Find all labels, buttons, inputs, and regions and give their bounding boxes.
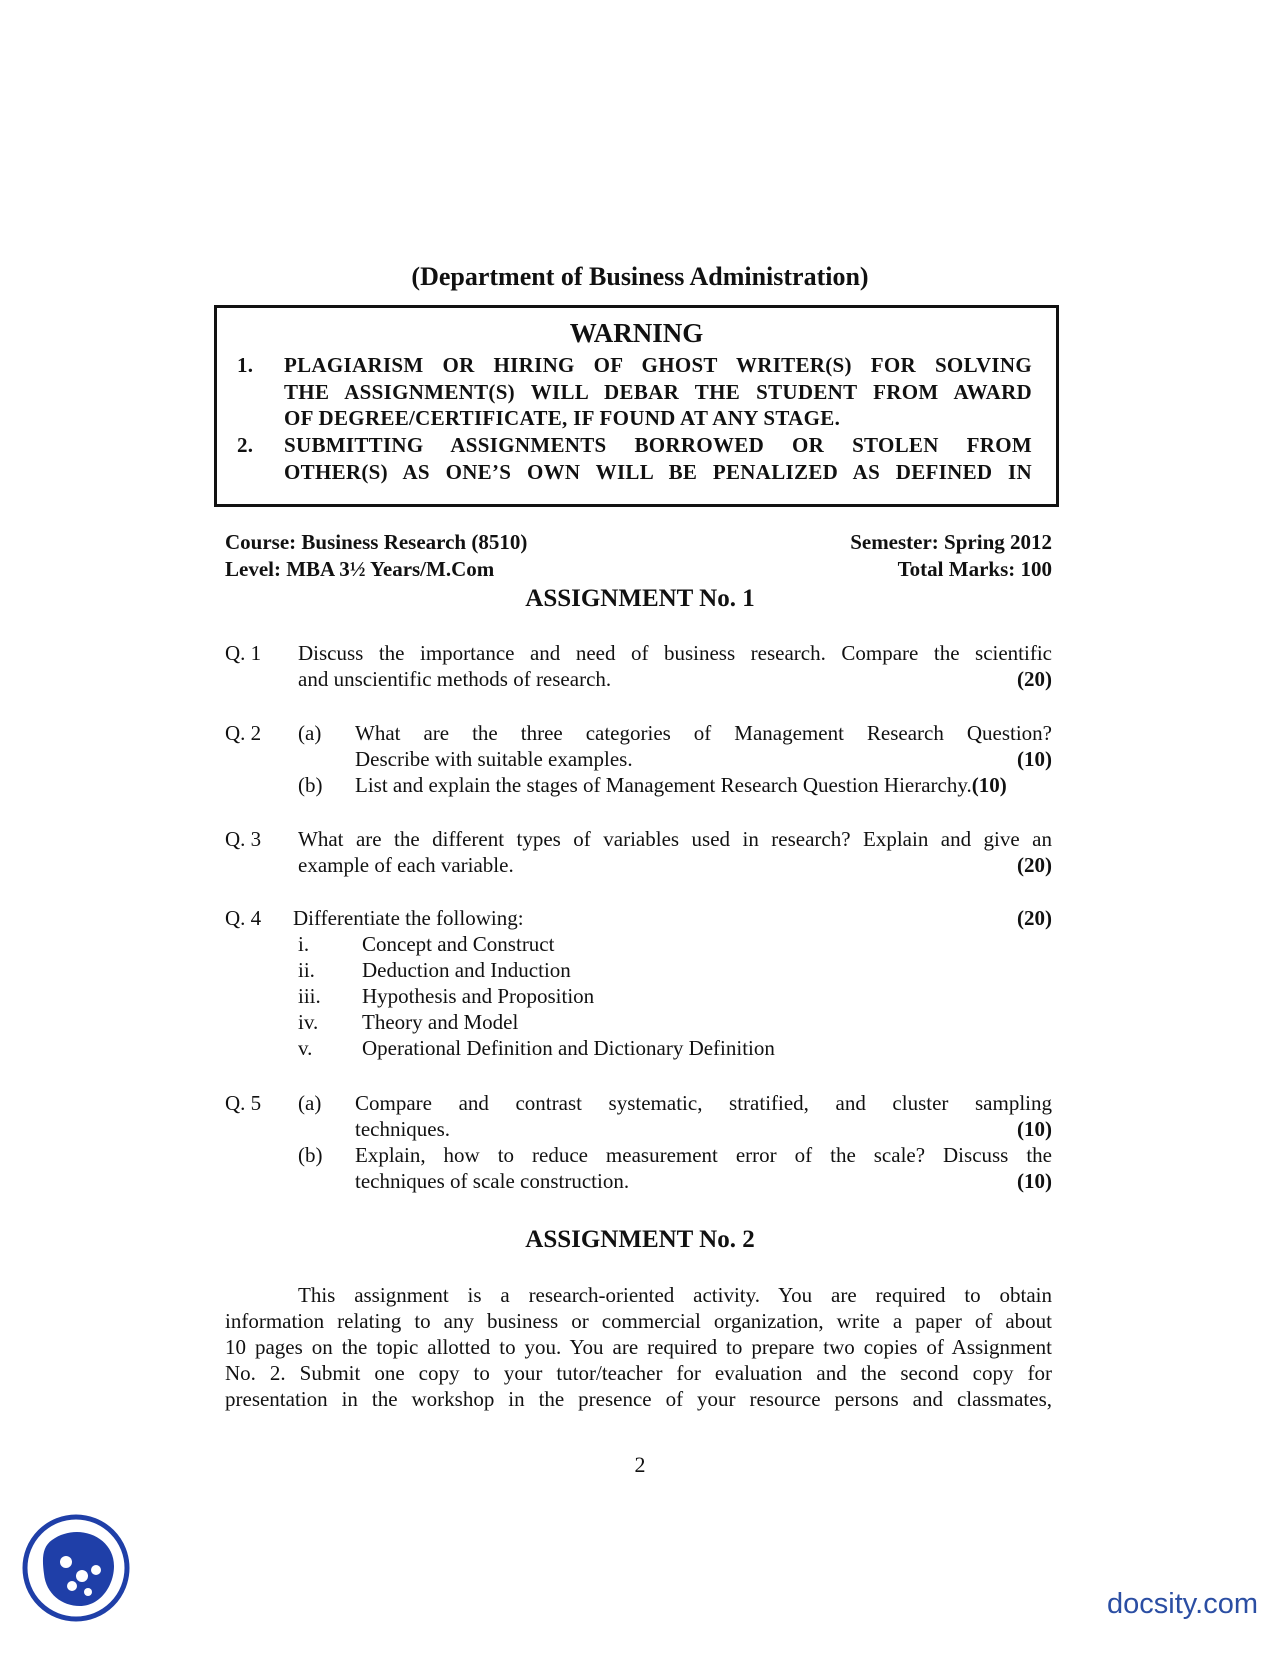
level-label: Level: MBA 3½ Years/M.Com <box>225 557 495 581</box>
paragraph-line: 10 pages on the topic allotted to you. You are required to prepare two copies of Assignment <box>225 1335 1052 1359</box>
paragraph-line: information relating to any business or commercial organization, write a paper of about <box>225 1309 1052 1333</box>
warning-line: OTHER(S) AS ONE’S OWN WILL BE PENALIZED AS DEFINED IN <box>284 459 1032 484</box>
paragraph-line: This assignment is a research-oriented activity. You are required to obtain <box>298 1283 1052 1307</box>
question-5 <box>0 1090 1280 1200</box>
question-number: Q. 1 <box>225 641 262 665</box>
warning-line: PLAGIARISM OR HIRING OF GHOST WRITER(S) FOR SOLVING <box>284 353 1032 377</box>
department-heading: (Department of Business Administration) <box>411 262 869 291</box>
list-item-numeral: iv. <box>298 1010 319 1034</box>
list-item-numeral: i. <box>298 932 310 956</box>
question-2 <box>0 720 1280 800</box>
warning-line: THE ASSIGNMENT(S) WILL DEBAR THE STUDENT FROM AWARD <box>284 379 1032 404</box>
page-number: 2 <box>634 1452 646 1477</box>
question-text-line: List and explain the stages of Management Research Question Hierarchy. <box>355 773 972 797</box>
question-text-line: Discuss the importance and need of business research. Compare the scientific <box>298 641 1052 665</box>
question-marks: (10) <box>1017 747 1052 771</box>
list-item-numeral: v. <box>298 1036 313 1060</box>
warning-line: OF DEGREE/CERTIFICATE, IF FOUND AT ANY STAGE. <box>284 406 841 430</box>
warning-item-number: 2. <box>237 433 254 457</box>
question-4 <box>0 905 1280 1065</box>
total-marks-label: Total Marks: 100 <box>897 557 1052 581</box>
warning-item-number: 1. <box>237 353 254 377</box>
sub-question-label: (b) <box>298 773 323 797</box>
brand-watermark[interactable]: docsity.com <box>1107 1588 1258 1620</box>
question-text-line: Differentiate the following: <box>293 906 524 930</box>
question-1 <box>0 640 1280 694</box>
question-marks: (20) <box>1017 667 1052 691</box>
warning-title: WARNING <box>569 318 704 348</box>
question-marks: (10) <box>971 773 1007 797</box>
question-number: Q. 5 <box>225 1091 262 1115</box>
question-3 <box>0 826 1280 880</box>
assignment-2-paragraph <box>225 1282 1052 1412</box>
question-number: Q. 4 <box>225 906 262 930</box>
paragraph-line: presentation in the workshop in the presence of your resource persons and classmates, <box>225 1387 1052 1411</box>
question-text-line: example of each variable. <box>298 853 514 877</box>
warning-line: SUBMITTING ASSIGNMENTS BORROWED OR STOLEN FROM <box>284 433 1032 457</box>
question-marks: (10) <box>1017 1117 1052 1141</box>
list-item: Theory and Model <box>362 1010 519 1034</box>
course-label: Course: Business Research (8510) <box>225 530 528 554</box>
question-text-line: Explain, how to reduce measurement error of the scale? Discuss the <box>355 1143 1052 1167</box>
question-text-line: What are the three categories of Management Research Question? <box>355 721 1052 745</box>
question-marks: (20) <box>1017 853 1052 877</box>
question-text-line: What are the different types of variables used in research? Explain and give an <box>298 827 1052 851</box>
list-item: Operational Definition and Dictionary Definition <box>362 1036 775 1060</box>
warning-box <box>214 305 1059 507</box>
list-item-numeral: iii. <box>298 984 321 1008</box>
question-marks: (10) <box>1017 1169 1052 1193</box>
list-item-numeral: ii. <box>298 958 315 982</box>
question-number: Q. 3 <box>225 827 262 851</box>
semester-label: Semester: Spring 2012 <box>850 530 1052 554</box>
warning-item-1 <box>237 352 1032 432</box>
warning-item-2 <box>237 432 1032 485</box>
question-text-line: Compare and contrast systematic, stratified, and cluster sampling <box>355 1091 1052 1115</box>
question-text-line: techniques. <box>355 1117 451 1141</box>
sub-question-label: (a) <box>298 1091 322 1115</box>
list-item: Hypothesis and Proposition <box>362 984 595 1008</box>
docsity-logo-icon[interactable] <box>22 1514 130 1622</box>
assignment-2-title: ASSIGNMENT No. 2 <box>525 1226 755 1253</box>
question-text-line: Describe with suitable examples. <box>355 747 633 771</box>
list-item: Deduction and Induction <box>362 958 571 982</box>
question-marks: (20) <box>1017 906 1052 930</box>
sub-question-label: (a) <box>298 721 322 745</box>
assignment-1-title: ASSIGNMENT No. 1 <box>525 585 755 612</box>
list-item: Concept and Construct <box>362 932 555 956</box>
sub-question-label: (b) <box>298 1143 323 1167</box>
paragraph-line: No. 2. Submit one copy to your tutor/teacher for evaluation and the second copy for <box>225 1361 1052 1385</box>
question-number: Q. 2 <box>225 721 262 745</box>
question-text-line: techniques of scale construction. <box>355 1169 630 1193</box>
question-text-line: and unscientific methods of research. <box>298 667 612 691</box>
